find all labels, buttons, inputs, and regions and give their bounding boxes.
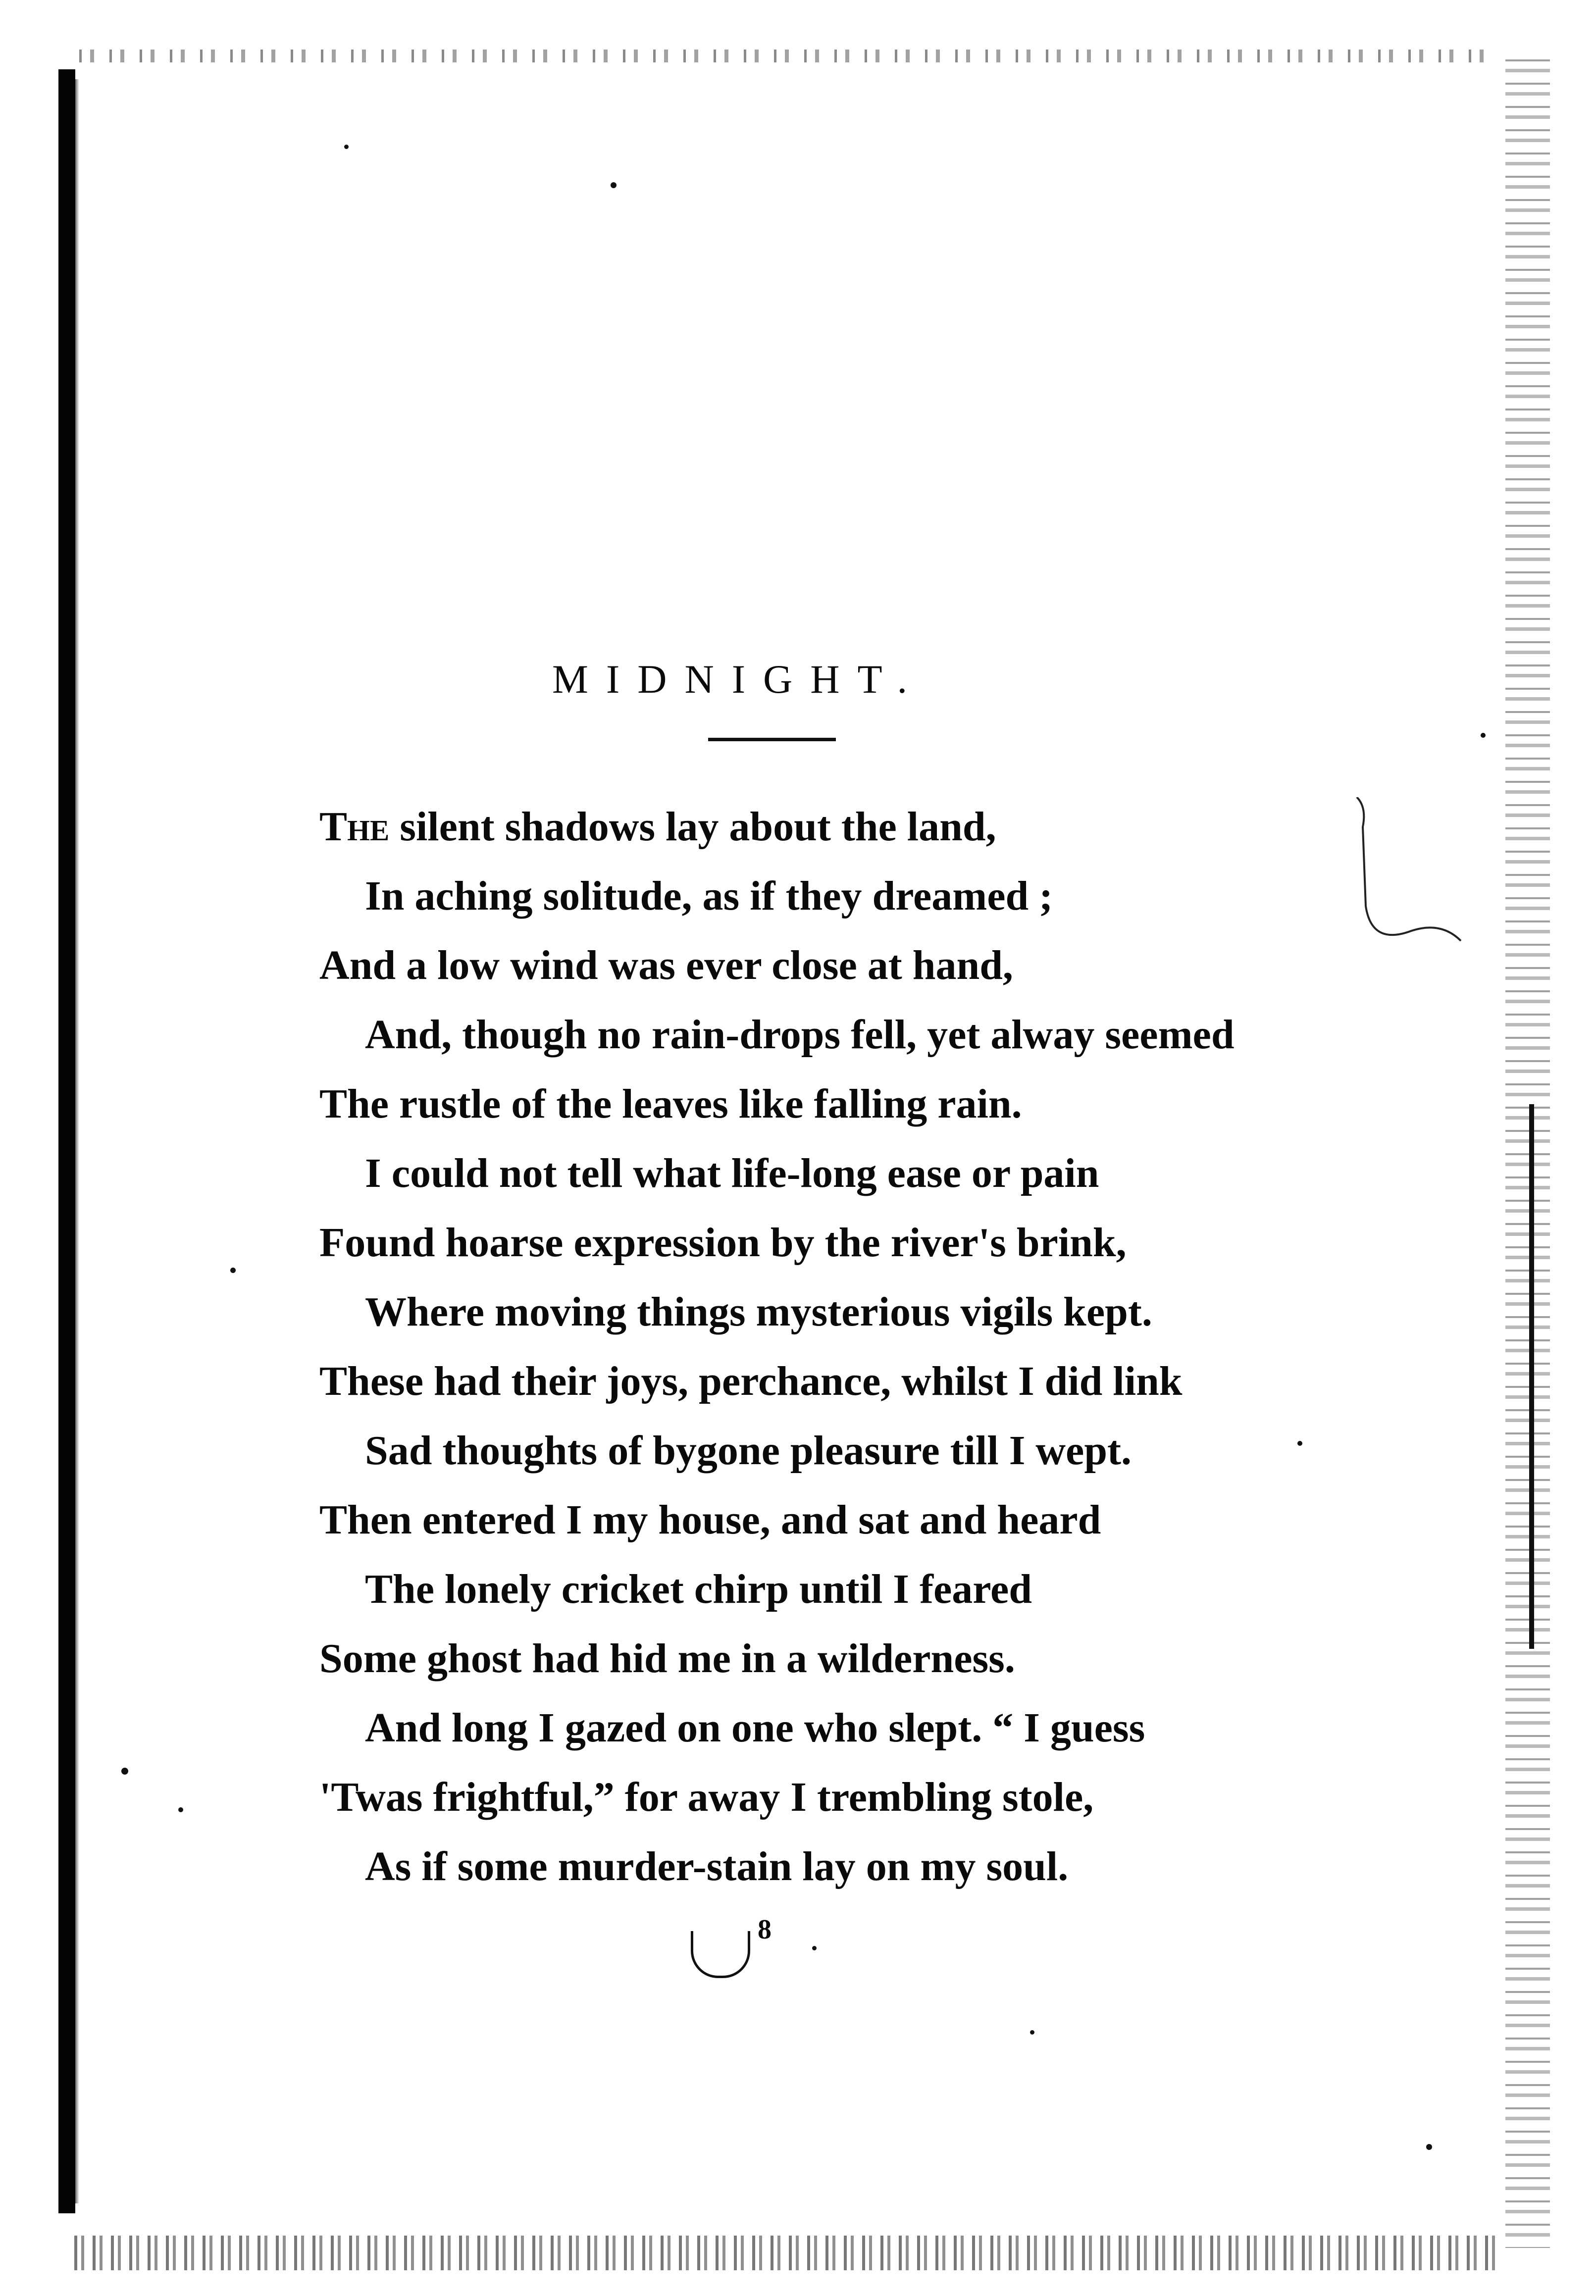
poem-line-text: And, though no rain-drops fell, yet alway seemed <box>365 1012 1235 1058</box>
poem-line-text: 'Twas frightful,” for away I trembling stole, <box>319 1774 1094 1820</box>
binding-shadow <box>75 79 79 2203</box>
poem-line-text: Then entered I my house, and sat and heard <box>319 1497 1101 1543</box>
scan-speck <box>1030 2030 1034 2035</box>
poem-line <box>319 1000 1310 1070</box>
poem-line <box>319 1832 1310 1901</box>
poem-line-text: These had their joys, perchance, whilst I did link <box>319 1358 1183 1404</box>
scan-speck <box>178 1807 183 1812</box>
scan-noise-bottom-edge <box>74 2236 1495 2270</box>
scan-speck <box>344 145 349 149</box>
poem-line <box>319 1347 1310 1416</box>
poem-body <box>319 792 1310 1901</box>
scan-noise-top-edge <box>79 50 1495 62</box>
scan-speck <box>121 1768 128 1775</box>
scan-speck <box>812 1946 817 1950</box>
poem-line-text: In aching solitude, as if they dreamed ; <box>365 873 1053 919</box>
poem-line <box>319 1277 1310 1347</box>
poem-line-text: Sad thoughts of bygone pleasure till I wept. <box>365 1428 1132 1474</box>
poem-line <box>319 792 1310 862</box>
poem-line-text: Where moving things mysterious vigils kept. <box>365 1289 1152 1335</box>
margin-pencil-mark <box>1352 797 1471 966</box>
poem-line-text: Found hoarse expression by the river's brink, <box>319 1220 1127 1266</box>
poem-line-text: And long I gazed on one who slept. “ I guess <box>365 1705 1145 1751</box>
poem-line-text: I could not tell what life-long ease or pain <box>365 1150 1099 1196</box>
poem-line <box>319 1485 1310 1555</box>
scan-speck <box>611 182 617 188</box>
poem-line <box>319 1070 1310 1139</box>
poem-line <box>319 931 1310 1000</box>
poem-line-text: The lonely cricket chirp until I feared <box>365 1566 1032 1612</box>
page-number: 8 <box>758 1914 772 1945</box>
poem-line-text: silent shadows lay about the land, <box>389 804 996 850</box>
poem-line-text: As if some murder-stain lay on my soul. <box>365 1843 1069 1889</box>
title-rule <box>708 738 836 741</box>
poem-line <box>319 1555 1310 1624</box>
scan-speck <box>1426 2144 1432 2150</box>
poem-line-text: And a low wind was ever close at hand, <box>319 942 1013 988</box>
poem-line <box>319 1208 1310 1277</box>
scan-speck <box>230 1268 236 1273</box>
poem-line <box>319 1624 1310 1693</box>
poem-line <box>319 1416 1310 1485</box>
poem-line <box>319 1139 1310 1208</box>
poem-line-text: Some ghost had hid me in a wilderness. <box>319 1635 1015 1682</box>
poem-line <box>319 862 1310 931</box>
binding-edge <box>58 69 75 2213</box>
poem-line <box>319 1693 1310 1763</box>
scan-dark-right-bar <box>1529 1104 1534 1649</box>
poem-line-lead: The <box>319 804 390 850</box>
poem-title: MIDNIGHT. <box>552 656 925 702</box>
poem-line-text: The rustle of the leaves like falling rain. <box>319 1081 1022 1127</box>
poem-line <box>319 1763 1310 1832</box>
scan-noise-right-edge <box>1505 59 1550 2248</box>
scan-speck <box>1481 733 1486 738</box>
pencil-curl-mark <box>691 1931 750 1978</box>
